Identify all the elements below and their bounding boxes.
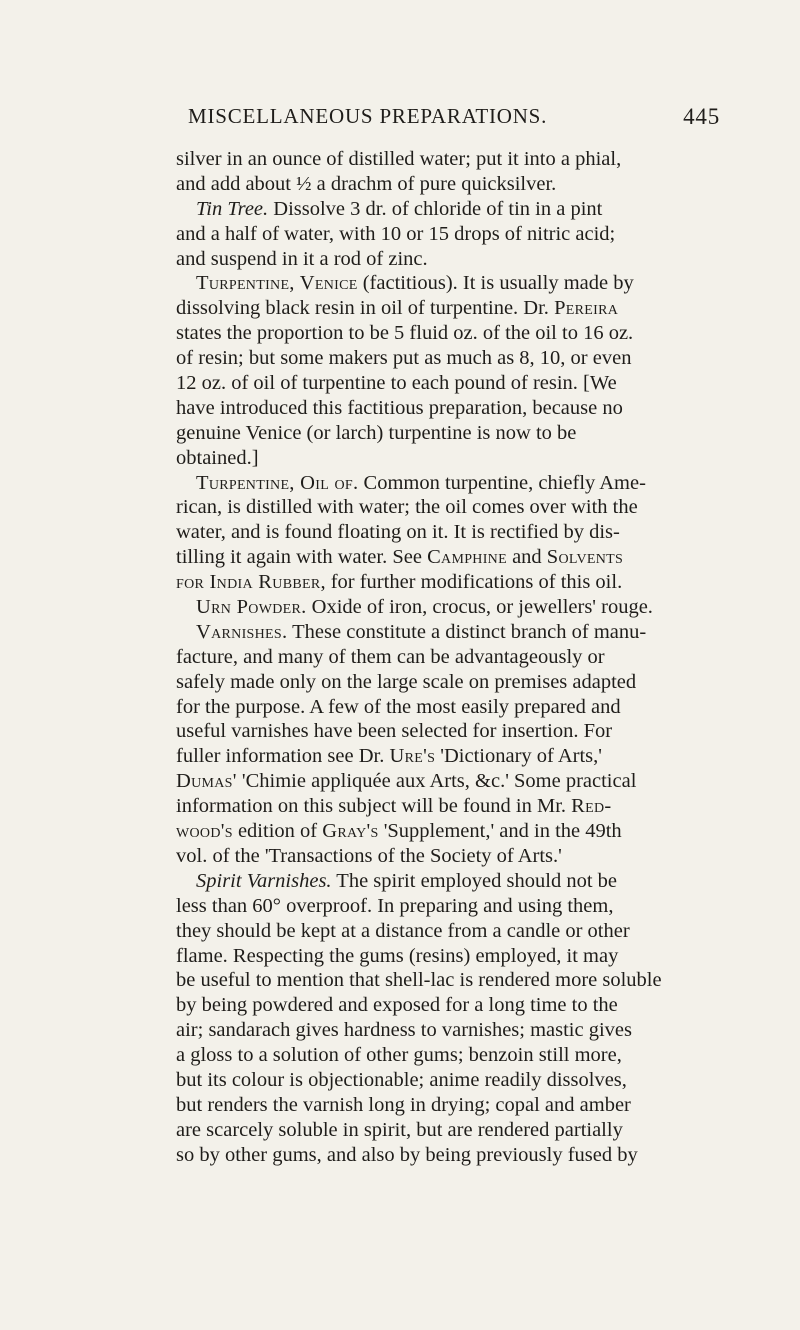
page-body-text xyxy=(176,147,728,1168)
text-run: edition of xyxy=(232,820,323,843)
text-line xyxy=(176,495,728,520)
text-run: Common turpentine, chiefly Ame- xyxy=(358,471,646,494)
text-line xyxy=(176,844,728,869)
text-line xyxy=(176,1068,728,1093)
text-line xyxy=(176,247,728,272)
text-run: but its colour is objectionable; anime readily dissolves, xyxy=(176,1068,627,1091)
text-run: Urn Powder. xyxy=(196,596,307,619)
text-line xyxy=(176,346,728,371)
text-run: Gray's xyxy=(322,820,379,843)
text-run: Camphine xyxy=(427,546,507,569)
text-line xyxy=(176,894,728,919)
text-line xyxy=(176,919,728,944)
text-line xyxy=(176,271,728,296)
text-line xyxy=(176,1018,728,1043)
text-line xyxy=(176,819,728,844)
text-run: Varnishes. xyxy=(196,620,288,643)
text-run: 'Dictionary of Arts,' xyxy=(435,745,602,768)
text-run: safely made only on the large scale on premises adapted xyxy=(176,670,637,693)
text-run: states the proportion to be 5 fluid oz. of the oil to 16 oz. xyxy=(176,322,634,345)
text-line xyxy=(176,645,728,670)
text-line xyxy=(176,471,728,496)
text-line xyxy=(176,670,728,695)
text-run: and suspend in it a rod of zinc. xyxy=(176,247,428,270)
text-run: are scarcely soluble in spirit, but are rendered partially xyxy=(176,1118,623,1141)
text-line xyxy=(176,321,728,346)
text-line xyxy=(176,869,728,894)
text-run: for India Rubber xyxy=(176,571,321,594)
text-run: Dumas' xyxy=(176,770,237,793)
text-run: Ure's xyxy=(389,745,436,768)
text-run: be useful to mention that shell-lac is rendered more soluble xyxy=(176,969,662,992)
text-run: Tin Tree. xyxy=(196,197,269,220)
text-run: and a half of water, with 10 or 15 drops of nitric acid; xyxy=(176,222,616,245)
text-run: water, and is found floating on it. It is rectified by dis- xyxy=(176,521,620,544)
text-run: Pereira xyxy=(554,297,619,320)
text-line xyxy=(176,446,728,471)
text-line xyxy=(176,520,728,545)
header-title: MISCELLANEOUS PREPARATIONS. xyxy=(188,104,548,128)
text-run: for the purpose. A few of the most easily prepared and xyxy=(176,695,621,718)
text-line xyxy=(176,396,728,421)
text-run: rican, is distilled with water; the oil comes over with the xyxy=(176,496,638,519)
text-line xyxy=(176,296,728,321)
text-line xyxy=(176,993,728,1018)
text-run: obtained.] xyxy=(176,446,259,469)
text-run: have introduced this factitious preparation, because no xyxy=(176,396,623,419)
text-line xyxy=(176,1118,728,1143)
text-run: so by other gums, and also by being previously fused by xyxy=(176,1143,638,1166)
text-line xyxy=(176,744,728,769)
text-line xyxy=(176,719,728,744)
text-run: wood's xyxy=(176,820,233,843)
text-line xyxy=(176,421,728,446)
text-run: Dissolve 3 dr. of chloride of tin in a pint xyxy=(268,197,603,220)
text-line xyxy=(176,620,728,645)
text-run: by being powdered and exposed for a long time to the xyxy=(176,994,618,1017)
text-line xyxy=(176,147,728,172)
text-line xyxy=(176,222,728,247)
text-run: Oxide of iron, crocus, or jewellers' rouge. xyxy=(306,596,653,619)
text-line xyxy=(176,371,728,396)
text-run: , for further modifications of this oil. xyxy=(320,571,623,594)
text-line xyxy=(176,769,728,794)
text-run: dissolving black resin in oil of turpentine. Dr. xyxy=(176,297,555,320)
text-run: These constitute a distinct branch of manu- xyxy=(287,620,647,643)
text-run: The spirit employed should not be xyxy=(331,869,617,892)
text-run: Spirit Varnishes. xyxy=(196,869,332,892)
text-run: vol. of the 'Transactions of the Society of Arts.' xyxy=(176,844,562,867)
text-run: tilling it again with water. See xyxy=(176,546,428,569)
text-run: they should be kept at a distance from a candle or other xyxy=(176,919,630,942)
text-line xyxy=(176,595,728,620)
text-run: useful varnishes have been selected for insertion. For xyxy=(176,720,613,743)
text-line xyxy=(176,197,728,222)
text-run: silver in an ounce of distilled water; put it into a phial, xyxy=(176,148,622,170)
text-line xyxy=(176,968,728,993)
text-run: but renders the varnish long in drying; copal and amber xyxy=(176,1093,631,1116)
text-run: genuine Venice (or larch) turpentine is now to be xyxy=(176,421,577,444)
text-run: fuller information see Dr. xyxy=(176,745,390,768)
text-run: of resin; but some makers put as much as 8, 10, or even xyxy=(176,347,632,370)
text-run: Turpentine, Oil of. xyxy=(196,471,359,494)
text-run: 12 oz. of oil of turpentine to each pound of resin. [We xyxy=(176,372,617,395)
text-line xyxy=(176,1043,728,1068)
text-run: a gloss to a solution of other gums; benzoin still more, xyxy=(176,1044,622,1067)
text-run: and xyxy=(506,546,547,569)
text-line xyxy=(176,944,728,969)
text-line xyxy=(176,545,728,570)
page-number: 445 xyxy=(683,104,720,129)
text-run: Solvents xyxy=(546,546,624,569)
text-run: Red- xyxy=(571,795,612,818)
text-line xyxy=(176,1093,728,1118)
text-run: air; sandarach gives hardness to varnishes; mastic gives xyxy=(176,1019,632,1042)
text-line xyxy=(176,570,728,595)
text-run: and add about ½ a drachm of pure quicksilver. xyxy=(176,172,557,195)
text-run: Turpentine, Venice xyxy=(196,272,358,295)
text-line xyxy=(176,172,728,197)
text-run: less than 60° overproof. In preparing and using them, xyxy=(176,894,614,917)
text-run: 'Chimie appliquée aux Arts, &c.' Some practical xyxy=(236,770,637,793)
text-run: facture, and many of them can be advantageously or xyxy=(176,645,605,668)
text-line xyxy=(176,695,728,720)
text-line xyxy=(176,1143,728,1168)
text-line xyxy=(176,794,728,819)
text-run: 'Supplement,' and in the 49th xyxy=(378,820,622,843)
text-run: (factitious). It is usually made by xyxy=(357,272,634,295)
text-run: information on this subject will be found in Mr. xyxy=(176,795,572,818)
text-run: flame. Respecting the gums (resins) employed, it may xyxy=(176,944,619,967)
running-header xyxy=(188,104,720,129)
